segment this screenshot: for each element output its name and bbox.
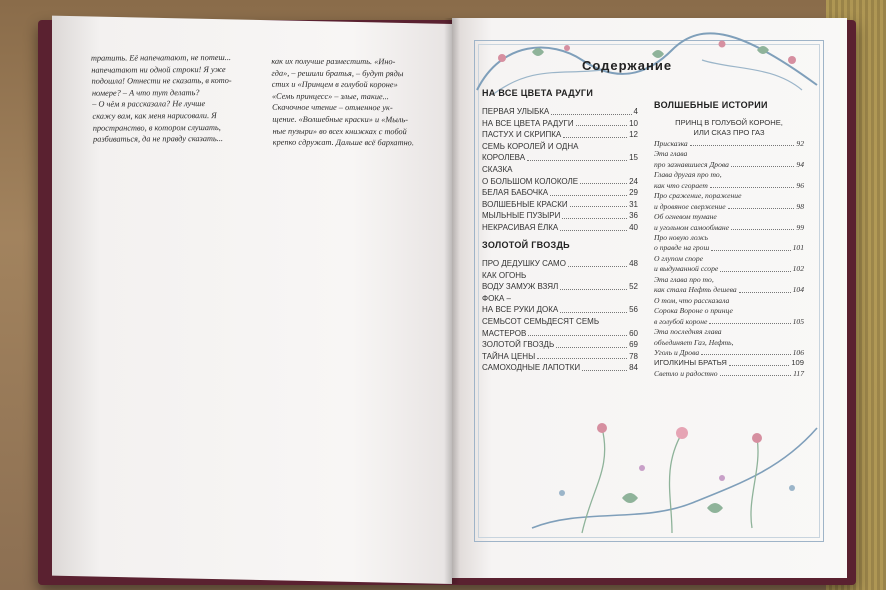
- toc-entry[interactable]: ИЛИ СКАЗ ПРО ГАЗ: [693, 128, 765, 138]
- toc-entry[interactable]: как стала Нефть дешева 104: [654, 285, 804, 295]
- toc-entry[interactable]: ПАСТУХ И СКРИПКА 12: [482, 130, 638, 140]
- toc-entry[interactable]: ИГОЛКИНЫ БРАТЬЯ 109: [654, 358, 804, 368]
- text-line: крепко сдружат. Дальше всё бархатно.: [272, 137, 414, 148]
- toc-entry[interactable]: СКАЗКА: [482, 164, 513, 174]
- text-line: щение. «Волшебные краски» и «Мыль-: [272, 114, 409, 125]
- text-line: тратить. Её напечатают, не потеш...: [90, 52, 232, 63]
- text-line: разбиваться, да не правду сказать...: [92, 134, 224, 144]
- section-heading: ВОЛШЕБНЫЕ ИСТОРИИ: [654, 100, 768, 110]
- text-line: скажу вам, как меня нарисовали. Я: [92, 111, 217, 121]
- text-line: гда», – решили братья, – будут ряды: [271, 68, 404, 78]
- toc-entry[interactable]: ПЕРВАЯ УЛЫБКА 4: [482, 107, 638, 116]
- toc-entry[interactable]: объединяет Газ, Нефть,: [654, 337, 734, 347]
- toc-entry[interactable]: О БОЛЬШОМ КОЛОКОЛЕ 24: [482, 176, 638, 186]
- toc-entry[interactable]: Про сражение, поражение: [654, 191, 742, 201]
- toc-entry[interactable]: Присказка 92: [654, 138, 804, 148]
- text-line: – О чём я рассказала? Не лучше: [92, 99, 206, 110]
- toc-list-magic-stories: [654, 118, 804, 379]
- toc-entry[interactable]: в голубой короне 105: [654, 316, 804, 326]
- toc-entry[interactable]: ТАЙНА ЦЕНЫ 78: [482, 351, 638, 361]
- toc-entry[interactable]: ПРИНЦ В ГОЛУБОЙ КОРОНЕ,: [675, 118, 783, 127]
- book-gutter-shadow: [444, 18, 460, 584]
- page-title: Содержание: [582, 58, 673, 73]
- text-line: номере? – А что тут делать?: [91, 87, 200, 98]
- toc-entry[interactable]: про зазнавшиеся Дрова 94: [654, 159, 804, 169]
- right-page: [452, 18, 847, 578]
- toc-list-golden-nail: [482, 258, 638, 374]
- text-line: ные пузыри» во всех книжках с тобой: [272, 126, 407, 136]
- toc-entry[interactable]: как что сгорает 96: [654, 180, 804, 190]
- text-line: Скачочное чтение – отменное ук-: [272, 103, 393, 113]
- toc-entry[interactable]: О том, что рассказала: [654, 295, 730, 305]
- toc-entry[interactable]: СЕМЬ КОРОЛЕЙ И ОДНА: [482, 141, 579, 151]
- section-heading: НА ВСЕ ЦВЕТА РАДУГИ: [482, 88, 594, 98]
- toc-entry[interactable]: СЕМЬСОТ СЕМЬДЕСЯТ СЕМЬ: [482, 316, 600, 326]
- text-line: напечатают ни одной строки! Я уже: [91, 64, 226, 75]
- toc-entry[interactable]: Светло и радостно 117: [654, 368, 804, 378]
- toc-entry[interactable]: КОРОЛЕВА 15: [482, 153, 638, 163]
- left-text-column: [91, 52, 263, 146]
- toc-entry[interactable]: О глупом споре: [654, 253, 704, 263]
- toc-entry[interactable]: Об огневом тумане: [654, 212, 717, 222]
- toc-entry[interactable]: о правде на грош 101: [654, 243, 804, 253]
- toc-entry[interactable]: МЫЛЬНЫЕ ПУЗЫРИ 36: [482, 211, 638, 221]
- toc-entry[interactable]: ФОКА –: [482, 293, 511, 303]
- text-line: «Семь принцесс» – злые, такие...: [271, 91, 389, 101]
- toc-list-rainbow: [482, 106, 638, 234]
- toc-entry[interactable]: НЕКРАСИВАЯ ЁЛКА 40: [482, 222, 638, 232]
- toc-entry[interactable]: БЕЛАЯ БАБОЧКА 29: [482, 188, 638, 198]
- toc-entry[interactable]: и дровяное свержение 98: [654, 201, 804, 211]
- toc-entry[interactable]: ПРО ДЕДУШКУ САМО 48: [482, 259, 638, 268]
- toc-entry[interactable]: Эта глава про то,: [654, 274, 714, 284]
- left-page: [52, 16, 452, 584]
- toc-entry[interactable]: НА ВСЕ ЦВЕТА РАДУГИ 10: [482, 118, 638, 128]
- text-line: подошла! Отнести не сказать, в кото-: [91, 76, 232, 86]
- toc-entry[interactable]: ВОДУ ЗАМУЖ ВЗЯЛ 52: [482, 282, 638, 292]
- toc-entry[interactable]: МАСТЕРОВ 60: [482, 328, 638, 338]
- toc-entry[interactable]: САМОХОДНЫЕ ЛАПОТКИ 84: [482, 363, 638, 373]
- toc-entry[interactable]: и угольном самообмане 99: [654, 222, 804, 232]
- toc-entry[interactable]: Глава другая про то,: [654, 170, 722, 180]
- toc-entry[interactable]: и выдуманной ссоре 102: [654, 264, 804, 274]
- text-line: стих и «Принцем в голубой короне»: [271, 79, 398, 90]
- text-line: пространство, в котором слушать,: [92, 122, 221, 133]
- flower-ornament-bottom: [522, 408, 822, 538]
- toc-entry[interactable]: Сорока Вороне о принце: [654, 306, 733, 316]
- toc-entry[interactable]: ЗОЛОТОЙ ГВОЗДЬ 69: [482, 340, 638, 350]
- section-heading: ЗОЛОТОЙ ГВОЗДЬ: [482, 240, 570, 250]
- toc-entry[interactable]: Эта последняя глава: [654, 327, 722, 337]
- toc-entry[interactable]: Про новую ложь: [654, 232, 708, 242]
- right-text-column: [271, 56, 443, 149]
- toc-entry[interactable]: ВОЛШЕБНЫЕ КРАСКИ 31: [482, 199, 638, 209]
- toc-entry[interactable]: Уголь и Дрова 106: [654, 347, 804, 357]
- toc-entry[interactable]: КАК ОГОНЬ: [482, 270, 527, 280]
- toc-entry[interactable]: НА ВСЕ РУКИ ДОКА 56: [482, 305, 638, 315]
- toc-entry[interactable]: Эта глава: [654, 149, 688, 159]
- text-line: как их получше разместить. «Ино-: [271, 56, 396, 67]
